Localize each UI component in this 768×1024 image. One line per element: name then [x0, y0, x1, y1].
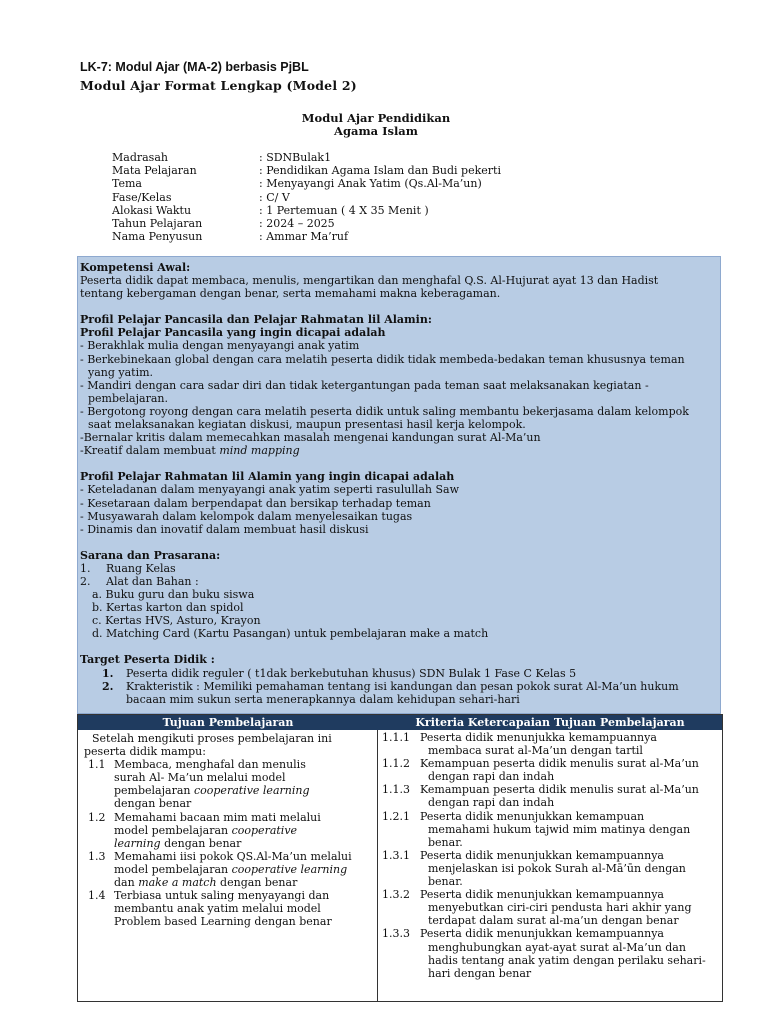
profil-item: -Bernalar kritis dalam memecahkan masalah mengenai kandungan surat Al-Ma’un	[80, 431, 541, 445]
target-heading: Target Peserta Didik :	[80, 653, 215, 667]
info-row	[112, 204, 501, 217]
sarana-subitem: d. Matching Card (Kartu Pasangan) untuk pembelajaran make a match	[92, 627, 489, 641]
tujuan-italic: cooperative learning	[231, 862, 348, 876]
profil-item: - Bergotong royong dengan cara melatih peserta didik untuk saling membantu bekerjasama dalam kelompok	[80, 404, 689, 418]
tujuan-intro: Setelah mengikuti proses pembelajaran ini	[92, 732, 332, 745]
kriteria-text	[420, 731, 718, 757]
kriteria-line: hadis tentang anak yatim dengan perilaku sehari-	[428, 953, 706, 967]
profil-item-cont: saat melaksanakan kegiatan diskusi, maupun presentasi hasil kerja kelompok.	[88, 418, 526, 432]
kriteria-number: 1.1.1	[382, 731, 410, 744]
rahmatan-item: - Musyawarah dalam kelompok dalam menyelesaikan tugas	[80, 509, 413, 523]
profil-rahmatan-heading: Profil Pelajar Rahmatan lil Alamin yang ingin dicapai adalah	[80, 470, 455, 484]
profil-item: - Mandiri dengan cara sadar diri dan tidak ketergantungan pada teman saat melaksanakan kegiatan -	[80, 378, 649, 392]
target-text-line: bacaan mim sukun serta menerapkannya dalam kehidupan sehari-hari	[126, 692, 520, 706]
kriteria-text	[420, 757, 718, 783]
info-row	[112, 217, 501, 230]
tujuan-intro: peserta didik mampu:	[84, 745, 206, 759]
sarana-text: Alat dan Bahan :	[106, 574, 199, 588]
info-label: Mata Pelajaran	[112, 164, 197, 178]
document-subheader: Modul Ajar Format Lengkap (Model 2)	[80, 78, 357, 93]
kriteria-item	[382, 888, 718, 927]
tujuan-item	[84, 758, 373, 810]
kompetensi-heading: Kompetensi Awal:	[80, 261, 191, 274]
info-label: Fase/Kelas	[112, 190, 172, 204]
target-text: Peserta didik reguler ( t1dak berkebutuhan khusus) SDN Bulak 1 Fase C Kelas 5	[126, 666, 577, 680]
kriteria-line: benar.	[428, 875, 463, 889]
kriteria-line: Peserta didik menunjukkan kemampuannya	[420, 848, 664, 862]
tujuan-item	[84, 811, 373, 850]
info-label: Nama Penyusun	[112, 230, 203, 244]
target-item	[80, 667, 718, 680]
document-title	[0, 112, 752, 138]
sarana-subitem: a. Buku guru dan buku siswa	[92, 588, 255, 602]
profil-item	[80, 444, 718, 457]
kompetensi-text: tentang kebergaman dengan benar, serta memahami makna keberagaman.	[80, 287, 501, 301]
tujuan-item	[84, 889, 373, 928]
kriteria-number: 1.3.3	[382, 927, 410, 941]
sarana-item	[80, 562, 718, 575]
info-label: Tema	[112, 177, 142, 191]
profil-pancasila-heading: Profil Pelajar Pancasila yang ingin dicapai adalah	[80, 326, 386, 340]
kriteria-item	[382, 783, 718, 809]
kriteria-text	[420, 927, 718, 979]
info-label: Alokasi Waktu	[112, 203, 192, 217]
kompetensi-text: Peserta didik dapat membaca, menulis, mengartikan dan menghafal Q.S. Al-Hujurat ayat 13 dan Hadist	[80, 274, 659, 288]
profil-item: - Berkebinekaan global dengan cara melatih peserta didik tidak membeda-bedakan teman khususnya teman	[80, 352, 685, 366]
kriteria-line: Peserta didik menunjukkan kemampuannya	[420, 927, 664, 941]
tujuan-line: dengan benar	[114, 797, 192, 811]
tujuan-line: model pembelajaran	[114, 862, 232, 876]
kriteria-item	[382, 731, 718, 757]
kriteria-column	[378, 730, 722, 1001]
profil-item: - Berakhlak mulia dengan menyayangi anak yatim	[80, 339, 360, 353]
kriteria-line: hari dengan benar	[428, 966, 532, 980]
kriteria-line: Peserta didik menunjukkan kemampuannya	[420, 888, 664, 902]
kriteria-line: Peserta didik menunjukkan kemampuan	[420, 809, 645, 823]
table-body	[78, 730, 722, 1001]
tujuan-line: dan	[114, 876, 139, 890]
kriteria-line: Peserta didik menunjukka kemampuannya	[420, 731, 657, 744]
sarana-number: 1.	[80, 561, 91, 575]
kriteria-number: 1.3.2	[382, 888, 410, 902]
tujuan-line: Problem based Learning dengan benar	[114, 915, 332, 929]
content-box	[77, 256, 721, 714]
info-value: : Pendidikan Agama Islam dan Budi pekerti	[259, 164, 501, 178]
kriteria-line: benar.	[428, 835, 463, 849]
kriteria-number: 1.1.3	[382, 783, 410, 797]
kriteria-line: menyebutkan ciri-ciri pendusta hari akhir yang	[428, 901, 692, 915]
kriteria-line: dengan rapi dan indah	[428, 770, 555, 784]
kriteria-text	[420, 810, 718, 849]
kriteria-line: Kemampuan peserta didik menulis surat al-Ma’un	[420, 757, 699, 771]
kriteria-item	[382, 810, 718, 849]
kriteria-line: menghubungkan ayat-ayat surat al-Ma’un dan	[428, 940, 686, 954]
document-header-label: LK-7: Modul Ajar (MA-2) berbasis PjBL	[80, 60, 309, 74]
kriteria-line: menjelaskan isi pokok Surah al-Mā’ūn dengan	[428, 861, 686, 875]
tujuan-italic: cooperative learning	[193, 784, 310, 798]
kriteria-number: 1.3.1	[382, 848, 410, 862]
info-row	[112, 191, 501, 204]
info-value: : Ammar Ma’ruf	[259, 230, 349, 244]
info-label: Tahun Pelajaran	[112, 217, 203, 231]
info-value: : 1 Pertemuan ( 4 X 35 Menit )	[259, 203, 429, 217]
tujuan-italic: make a match	[138, 876, 217, 890]
title-line-2: Agama Islam	[334, 124, 418, 138]
tujuan-line: dengan benar	[160, 836, 242, 850]
kriteria-item	[382, 849, 718, 888]
sarana-number: 2.	[80, 574, 91, 588]
kriteria-line: Kemampuan peserta didik menulis surat al-Ma’un	[420, 783, 699, 797]
tujuan-item	[84, 850, 373, 889]
target-text	[126, 680, 718, 706]
info-value: : SDNBulak1	[259, 151, 332, 164]
sarana-heading: Sarana dan Prasarana:	[80, 548, 221, 562]
tujuan-line: surah Al- Ma’un melalui model	[114, 771, 286, 785]
sarana-subitem: b. Kertas karton dan spidol	[92, 601, 244, 615]
table-header	[78, 715, 722, 730]
kriteria-number: 1.2.1	[382, 809, 410, 823]
table-header-tujuan: Tujuan Pembelajaran	[162, 716, 294, 729]
tujuan-italic: cooperative	[231, 823, 298, 837]
kriteria-line: memahami hukum tajwid mim matinya dengan	[428, 822, 691, 836]
profil-item-text: -Kreatif dalam membuat	[80, 444, 220, 458]
kriteria-line: dengan rapi dan indah	[428, 796, 555, 810]
profil-heading: Profil Pelajar Pancasila dan Pelajar Rahmatan lil Alamin:	[80, 313, 432, 327]
kriteria-text	[420, 849, 718, 888]
kriteria-item	[382, 927, 718, 979]
tujuan-line: Terbiasa untuk saling menyayangi dan	[114, 889, 330, 903]
title-line-1: Modul Ajar Pendidikan	[301, 111, 451, 125]
table-header-kriteria: Kriteria Ketercapaian Tujuan Pembelajaran	[415, 716, 685, 729]
profil-item-cont: yang yatim.	[88, 365, 154, 379]
kriteria-text	[420, 783, 718, 809]
kriteria-number: 1.1.2	[382, 757, 410, 771]
target-item	[80, 680, 718, 706]
target-number: 1.	[102, 666, 114, 680]
kriteria-line: membaca surat al-Ma’un dengan tartil	[428, 744, 643, 758]
tujuan-text	[114, 811, 373, 850]
kriteria-text	[420, 888, 718, 927]
profil-item-cont: pembelajaran.	[88, 391, 168, 405]
identity-info	[112, 151, 501, 243]
tujuan-text	[114, 889, 373, 928]
tujuan-line: membantu anak yatim melalui model	[114, 902, 321, 916]
tujuan-line: Memahami bacaan mim mati melalui	[114, 810, 321, 824]
tujuan-number: 1.1	[88, 758, 106, 772]
rahmatan-item: - Dinamis dan inovatif dalam membuat hasil diskusi	[80, 522, 369, 536]
info-row	[112, 164, 501, 177]
tujuan-line: Membaca, menghafal dan menulis	[114, 758, 306, 772]
target-number: 2.	[102, 679, 114, 693]
kriteria-line: terdapat dalam surat al-ma’un dengan benar	[428, 914, 679, 928]
rahmatan-item: - Kesetaraan dalam berpendapat dan bersikap terhadap teman	[80, 496, 431, 510]
tujuan-number: 1.3	[88, 849, 106, 863]
tujuan-number: 1.2	[88, 810, 106, 824]
info-value: : 2024 – 2025	[259, 217, 335, 231]
tujuan-text	[114, 758, 373, 810]
tujuan-text	[114, 850, 373, 889]
info-row	[112, 230, 501, 243]
info-row	[112, 151, 501, 164]
sarana-subitem: c. Kertas HVS, Asturo, Krayon	[92, 614, 261, 628]
sarana-text: Ruang Kelas	[106, 561, 176, 575]
info-value: : Menyayangi Anak Yatim (Qs.Al-Ma’un)	[259, 177, 482, 191]
tujuan-line: pembelajaran	[114, 784, 194, 798]
target-text-line: Krakteristik : Memiliki pemahaman tentang isi kandungan dan pesan pokok surat Al-Ma’un hukum	[126, 679, 679, 693]
kriteria-item	[382, 757, 718, 783]
tujuan-line: model pembelajaran	[114, 823, 232, 837]
info-row	[112, 177, 501, 190]
learning-objectives-table	[77, 714, 723, 1002]
rahmatan-item: - Keteladanan dalam menyayangi anak yatim seperti rasulullah Saw	[80, 483, 460, 497]
tujuan-line: dengan benar	[216, 876, 298, 890]
sarana-item	[80, 575, 718, 588]
tujuan-number: 1.4	[88, 889, 106, 903]
info-label: Madrasah	[112, 151, 168, 164]
tujuan-italic: learning	[114, 836, 161, 850]
tujuan-column	[78, 730, 378, 1001]
info-value: : C/ V	[259, 190, 290, 204]
tujuan-line: Memahami iisi pokok QS.Al-Ma’un melalui	[114, 849, 352, 863]
profil-item-italic: mind mapping	[219, 444, 300, 458]
